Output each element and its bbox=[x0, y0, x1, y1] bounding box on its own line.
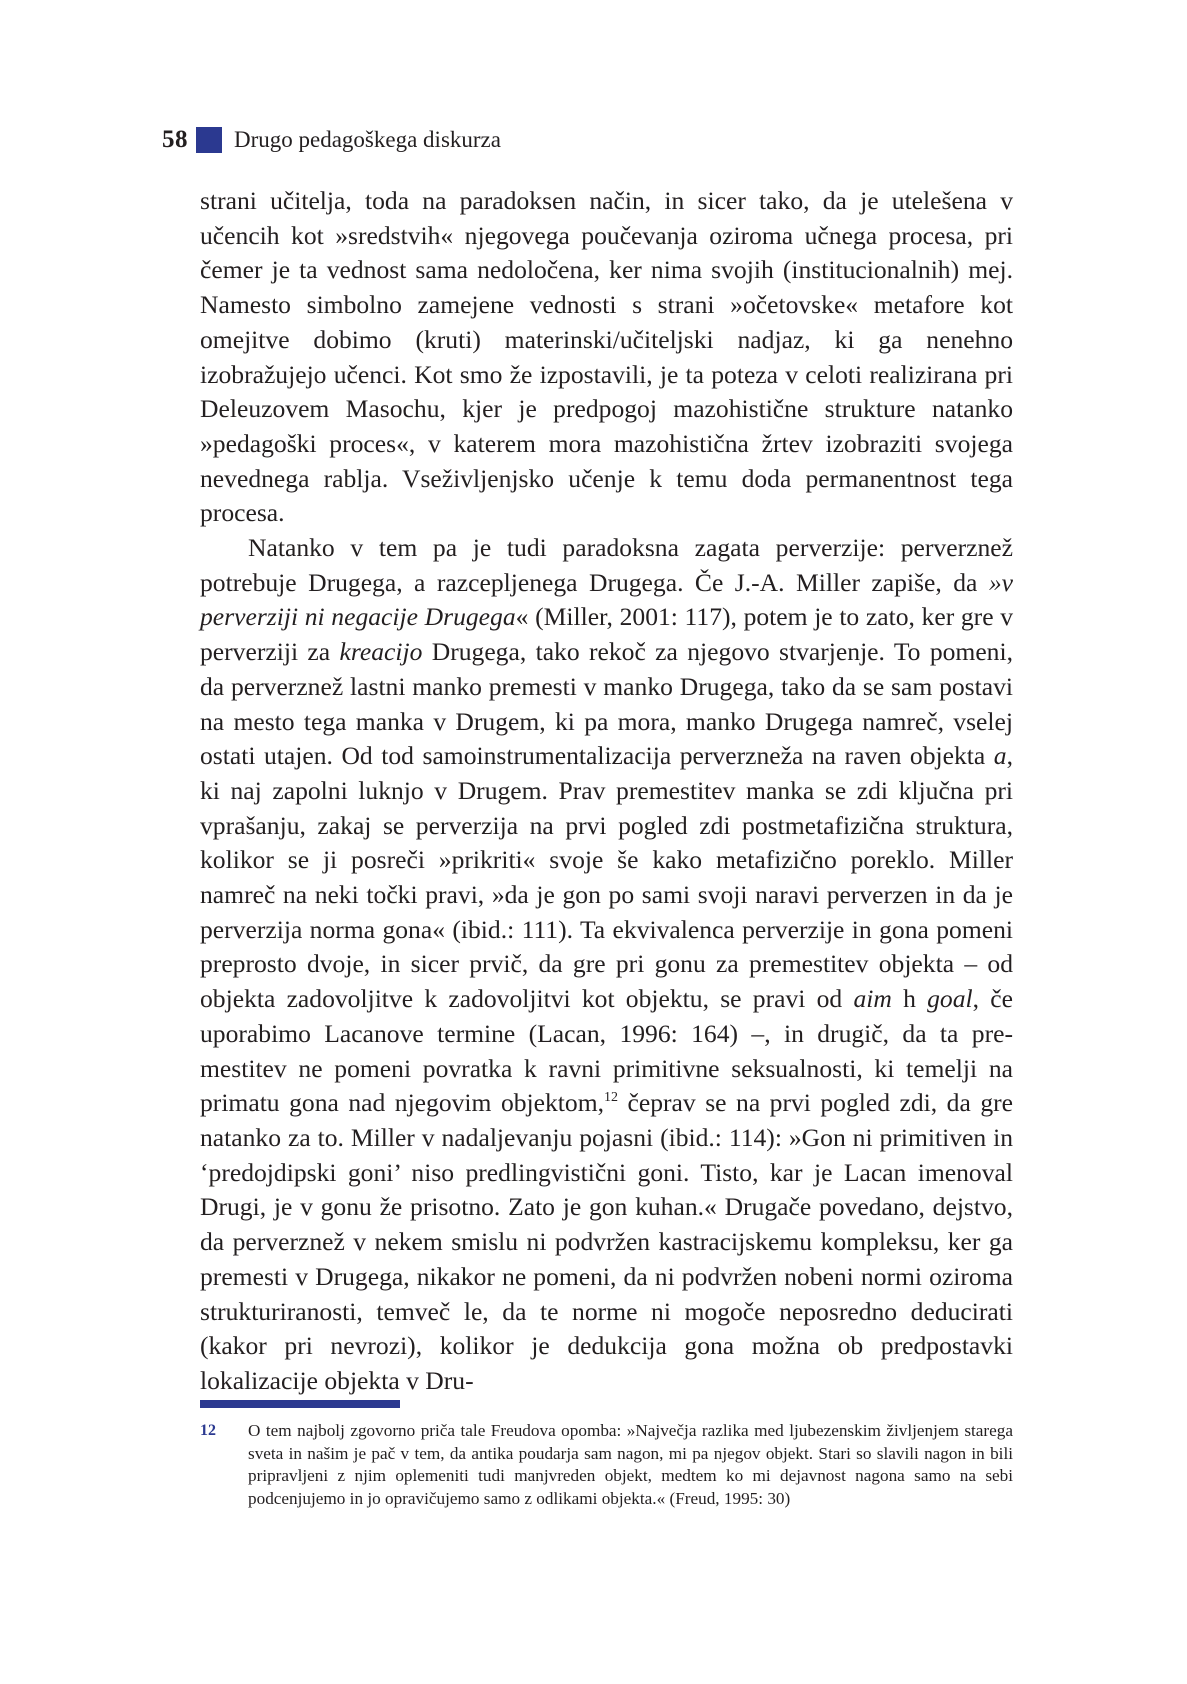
text-run: strani učitelja, toda na paradoksen način, in sicer tako, da je utelešena v učencih kot »sredstvih« njegovega poučevanja oziroma učnega procesa, pri čemer je ta vednost sama nedoločena, ker nima svojih (institucionalnih) mej. Namesto simbolno zamejene vednosti s strani »očetovske« metafore kot omejitve dobimo (kruti) materinski/učiteljski nadjaz, ki ga nenehno izobražujejo učenci. Kot smo že izpostavili, je ta poteza v celoti realizirana pri Deleuzovem Masochu, kjer je predpogoj mazohistične strukture natanko »pedagoški proces«, v katerem mora mazohistična žrtev izobraziti svojega nevednega rablja. Vseživljenjsko učenje k temu doda permanentnost tega procesa. bbox=[200, 186, 1013, 528]
footnote bbox=[200, 1420, 1013, 1510]
text-run: , ki naj zapolni luknjo v Drugem. Prav premestitev manka se zdi ključna pri vprašanju, zakaj se perverzija na prvi pogled zdi postmetafizična struktura, kolikor se ji posreči »prikriti« svoje še kako metafizično poreklo. Miller namreč na neki točki pravi, »da je gon po sami svoji naravi perverzen in da je perverzija norma gona« (ibid.: 111). Ta ekvivalenca perverzije in gona pomeni preprosto dvoje, in sicer prvič, da gre pri gonu za premestitev objekta – od objekta zadovoljitve k zadovoljitvi kot objektu, se pravi od bbox=[200, 741, 1013, 1014]
text-run: « (Miller, 2001: 117), potem je to zato, ker gre v perverziji za bbox=[200, 602, 1014, 667]
text-run: čeprav se na prvi pogled zdi, da gre natanko za to. Miller v nadaljevanju pojasni (ibid.: 114): »Gon ni primitiven in ‘predojdipski goni’ niso predlingvistični goni. Tisto, kar je Lacan imenoval Drugi, je v gonu že prisotno. Zato je gon kuhan.« Drugače povedano, dejstvo, da perverznež v nekem smislu ni podvržen kastracijskemu kompleksu, ker ga premesti v Drugega, nikakor ne pomeni, da ni podvržen nobeni normi oziroma strukturiranosti, temveč le, da te norme ni mogoče neposredno deducirati (kakor pri nevrozi), kolikor je dedukcija gona možna ob predpostavki lokalizacije objekta v Dru- bbox=[200, 1088, 1014, 1395]
page-number: 58 bbox=[162, 126, 188, 153]
italic-run: »v perverziji ni negacije Drugega bbox=[200, 567, 1013, 632]
footnote-text: O tem najbolj zgovorno priča tale Freudova opomba: »Največja razlika med ljubezenskim življenjem starega sveta in našim je pač v tem, da antika poudarja sam nagon, mi pa njegov objekt. Stari so slavili nagon in bili pripravljeni z njim oplemeniti tudi manjvreden objekt, medtem ko mi dejavnost nagona samo na sebi podcenjujemo in jo opravičujemo samo z odlikami objekta.« (Freud, 1995: 30) bbox=[248, 1421, 1013, 1508]
header-square-marker bbox=[196, 127, 222, 153]
italic-run: aim bbox=[853, 984, 892, 1014]
text-run: , če uporabimo Lacanove termine (Lacan, 1996: 164) –, in drugič, da ta premestitev ne pomeni povratka k ravni primitivne seksualnosti, ki temelji na primatu gona nad njegovim objektom, bbox=[200, 984, 1013, 1118]
paragraph bbox=[200, 184, 1013, 531]
italic-run: kreacijo bbox=[339, 637, 423, 667]
body-text bbox=[200, 184, 1013, 1399]
text-run: Drugega, tako rekoč za njegovo stvarjenje. To pomeni, da perverznež lastni manko premesti v manko Drugega, tako da se sam postavi na mesto tega manka v Drugem, ki pa mora, manko Drugega namreč, vselej ostati utajen. Od tod samoinstrumentalizacija perverzneža na raven objekta bbox=[200, 637, 1013, 771]
text-run: Natanko v tem pa je tudi paradoksna zagata perverzije: perverznež potrebuje Drugega, a razcepljenega Drugega. Če J.-A. Miller zapiše, da bbox=[200, 533, 1013, 597]
running-head: Drugo pedagoškega diskurza bbox=[234, 127, 501, 152]
italic-run: a bbox=[993, 741, 1007, 771]
paragraph bbox=[200, 531, 1013, 1399]
footnote-number: 12 bbox=[200, 1422, 216, 1439]
italic-run: goal bbox=[927, 984, 973, 1014]
text-run: h bbox=[891, 984, 928, 1014]
footnote-ref: 12 bbox=[604, 1090, 619, 1106]
footnote-rule bbox=[200, 1400, 400, 1408]
page-header bbox=[162, 120, 501, 160]
